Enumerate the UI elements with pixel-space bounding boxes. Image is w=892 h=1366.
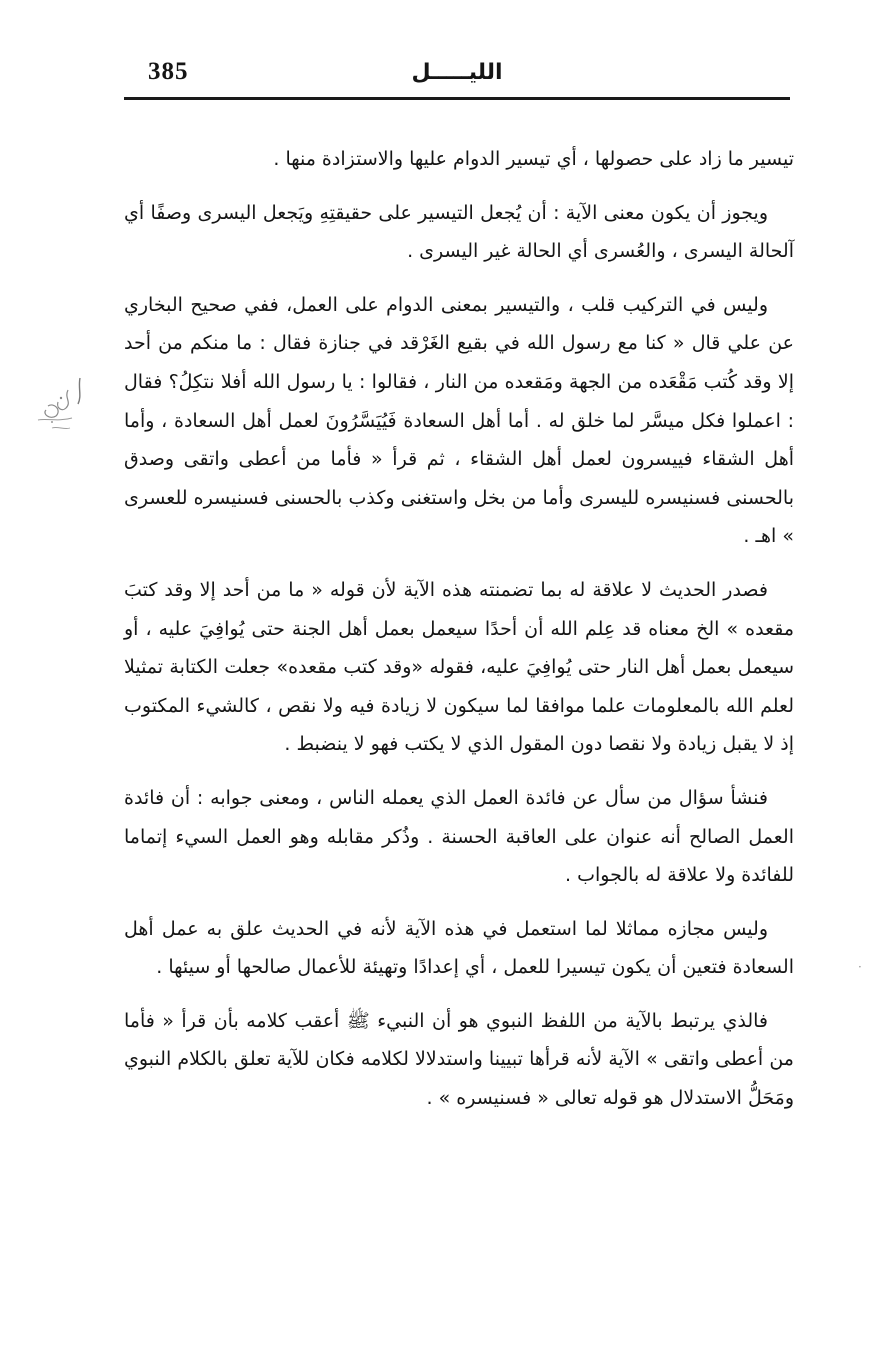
page-number: 385: [148, 58, 189, 85]
handwritten-margin-note: [28, 372, 98, 450]
paragraph: ويجوز أن يكون معنى الآية : أن يُجعل التيسير على حقيقتِهِ ويَجعل اليسرى وصفًا أي آلحالة اليسرى ، والعُسرى أي الحالة غير اليسرى .: [124, 201, 794, 263]
paragraph: فصدر الحديث لا علاقة له بما تضمنته هذه الآية لأن قوله « ما من أحد إلا وقد كتبَ مقعده » الخ معناه قد عِلم الله أن أحدًا سيعمل بعمل أهل الجنة حتى يُوافِيَ عليه ، أو سيعمل بعمل أهل النار حتى يُوافِيَ عليه، فقوله «وقد كتب مقعده» جعلت الكتابة تمثيلا لعلم الله بالمعلومات علما موافقا لما سيكون لا زيادة فيه ولا نقص ، كالشيء المكتوب إذ لا يقبل زيادة ولا نقصا دون المقول الذي لا يكتب فهو لا ينضبط .: [124, 578, 794, 756]
margin-mark: ·: [858, 960, 862, 974]
paragraph: وليس مجازه مماثلا لما استعمل في هذه الآية لأنه في الحديث علق به عمل أهل السعادة فتعين أن يكون تيسيرا للعمل ، أي إعدادًا وتهيئة للأعمال صالحها أو سيئها .: [124, 917, 794, 979]
page-header: [124, 52, 790, 98]
paragraph: تيسير ما زاد على حصولها ، أي تيسير الدوام عليها والاستزادة منها .: [273, 148, 794, 170]
paragraph: فنشأ سؤال من سأل عن فائدة العمل الذي يعمله الناس ، ومعنى جوابه : أن فائدة العمل الصالح أنه عنوان على العاقبة الحسنة . وذُكر مقابله وهو العمل السيء إتماما للفائدة ولا علاقة له بالجواب .: [124, 786, 794, 887]
header-rule: [124, 97, 790, 100]
paragraph: وليس في التركيب قلب ، والتيسير بمعنى الدوام على العمل، ففي صحيح البخاري عن علي قال « كنا مع رسول الله في بقيع الغَرْقد في جنازة فقال : ما منكم من أحد إلا وقد كُتب مَقْعَده من الجهة ومَقعده من النار ، فقالوا : يا رسول الله أفلا نتكِلُ؟ فقال : اعملوا فكل ميسَّر لما خلق له . أما أهل السعادة فَيُيَسَّرُونَ لعمل أهل السعادة ، وأما أهل الشقاء فييسرون لعمل أهل الشقاء ، ثم قرأ « فأما من أعطى واتقى وصدق بالحسنى فسنيسره لليسرى وأما من بخل واستغنى وكذب بالحسنى فسنيسره للعسرى » اهـ .: [124, 293, 794, 548]
paragraph: فالذي يرتبط بالآية من اللفظ النبوي هو أن النبيء ﷺ أعقب كلامه بأن قرأ « فأما من أعطى واتقى » الآية لأنه قرأها تبيينا واستدلالا لكلامه فكان للآية تعلق بالكلام النبوي ومَحَلُّ الاستدلال هو قوله تعالى « فسنيسره » .: [124, 1009, 794, 1110]
main-text: [124, 140, 794, 1133]
running-title: الليـــــل: [411, 60, 503, 85]
